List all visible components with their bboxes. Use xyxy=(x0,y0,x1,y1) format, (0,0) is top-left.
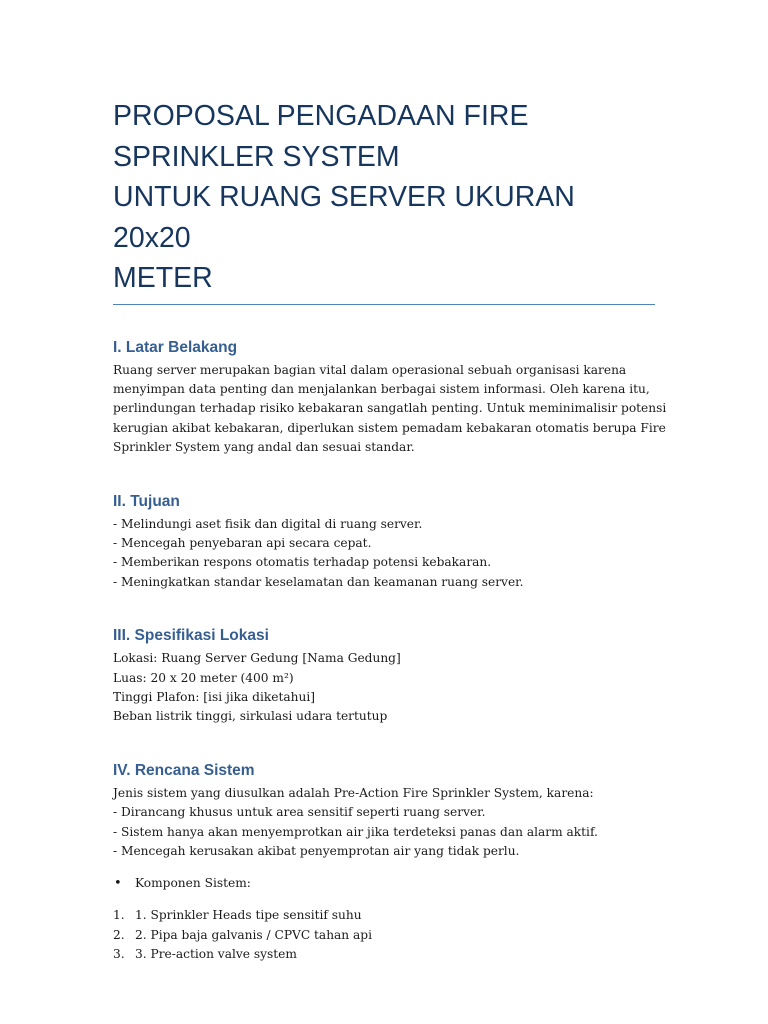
numbered-list xyxy=(113,906,655,964)
title-line: SPRINKLER SYSTEM xyxy=(113,140,400,173)
numbered-list-item xyxy=(113,926,655,945)
paragraph-line: Luas: 20 x 20 meter (400 m²) xyxy=(113,670,294,685)
title-line: METER xyxy=(113,262,213,294)
bullet-text: Komponen Sistem: xyxy=(135,876,251,891)
list-number: 1. xyxy=(113,908,125,923)
paragraph-line: - Mencegah penyebaran api secara cepat. xyxy=(113,535,372,550)
section-paragraph xyxy=(113,515,655,593)
bullet-list-item xyxy=(113,874,655,893)
title-divider xyxy=(113,304,655,305)
title-line: UNTUK RUANG SERVER UKURAN 20x20 xyxy=(113,181,575,254)
list-item-text: 2. Pipa baja galvanis / CPVC tahan api xyxy=(135,927,372,942)
title-line: PROPOSAL PENGADAAN FIRE xyxy=(113,100,529,132)
section-tujuan xyxy=(113,492,655,593)
list-number: 2. xyxy=(113,927,125,942)
section-latar-belakang xyxy=(113,338,667,458)
paragraph-line: - Dirancang khusus untuk area sensitif seperti ruang server. xyxy=(113,805,486,820)
section-spesifikasi-lokasi xyxy=(113,626,655,727)
paragraph-line: Jenis sistem yang diusulkan adalah Pre-Action Fire Sprinkler System, karena: xyxy=(113,785,594,800)
paragraph-line: - Melindungi aset fisik dan digital di ruang server. xyxy=(113,516,423,531)
section-heading: I. Latar Belakang xyxy=(113,338,238,356)
section-rencana-sistem xyxy=(113,761,655,965)
numbered-list-item xyxy=(113,906,655,925)
numbered-list-item xyxy=(113,945,655,964)
section-paragraph xyxy=(113,649,655,727)
paragraph-line: Sprinkler System yang andal dan sesuai standar. xyxy=(113,440,415,455)
list-item-text: 1. Sprinkler Heads tipe sensitif suhu xyxy=(135,908,362,923)
paragraph-line: kerugian akibat kebakaran, diperlukan sistem pemadam kebakaran otomatis berupa Fire xyxy=(113,420,666,435)
bullet-marker: • xyxy=(114,876,122,892)
paragraph-line: perlindungan terhadap risiko kebakaran sangatlah penting. Untuk meminimalisir potensi xyxy=(113,401,667,416)
document-title xyxy=(113,96,655,299)
paragraph-line: - Memberikan respons otomatis terhadap potensi kebakaran. xyxy=(113,555,492,570)
list-number: 3. xyxy=(113,947,125,962)
section-heading: II. Tujuan xyxy=(113,492,180,510)
section-paragraph xyxy=(113,784,655,862)
paragraph-line: - Sistem hanya akan menyemprotkan air jika terdeteksi panas dan alarm aktif. xyxy=(113,824,598,839)
paragraph-line: - Mencegah kerusakan akibat penyemprotan air yang tidak perlu. xyxy=(113,844,520,858)
paragraph-line: Tinggi Plafon: [isi jika diketahui] xyxy=(113,689,315,704)
section-heading: III. Spesifikasi Lokasi xyxy=(113,627,269,645)
paragraph-line: Lokasi: Ruang Server Gedung [Nama Gedung] xyxy=(113,651,401,666)
section-heading: IV. Rencana Sistem xyxy=(113,761,255,779)
section-paragraph xyxy=(113,361,667,458)
paragraph-line: - Meningkatkan standar keselamatan dan keamanan ruang server. xyxy=(113,574,524,589)
paragraph-line: Ruang server merupakan bagian vital dalam operasional sebuah organisasi karena xyxy=(113,362,627,377)
paragraph-line: menyimpan data penting dan menjalankan berbagai sistem informasi. Oleh karena itu, xyxy=(113,381,650,396)
paragraph-line: Beban listrik tinggi, sirkulasi udara tertutup xyxy=(113,709,388,724)
document-page xyxy=(113,96,667,965)
list-item-text: 3. Pre-action valve system xyxy=(135,947,297,962)
